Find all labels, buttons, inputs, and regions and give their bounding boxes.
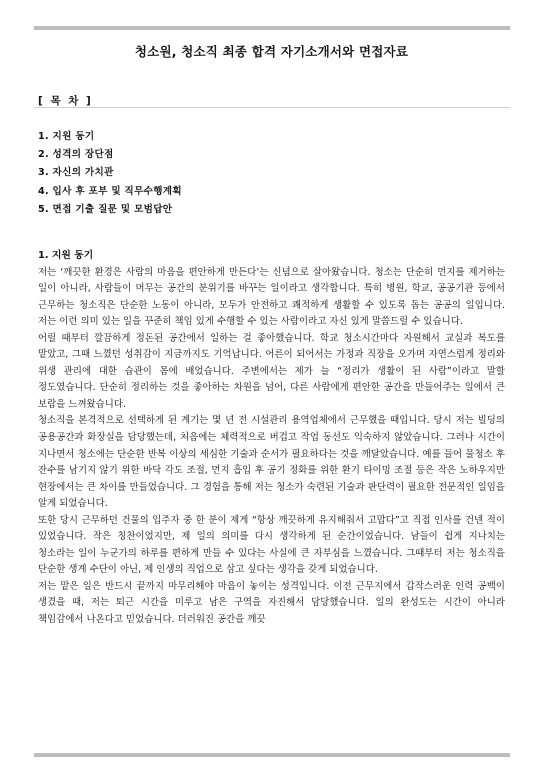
table-of-contents xyxy=(38,128,182,219)
toc-item: 3. 자신의 가치관 xyxy=(38,167,114,179)
document-title: 청소원, 청소직 최종 합격 자기소개서와 면접자료 xyxy=(134,44,409,59)
paragraph: 청소직을 본격적으로 선택하게 된 계기는 몇 년 전 시설관리 용역업체에서 근무했을 때입니다. 당시 저는 빌딩의 공용공간과 화장실을 담당했는데, 처음에는 체력적으로 버겁고 작업 동선도 익숙하지 않았습니다. 그러나 시간이 지나면서 청소에는 단순한 반복 이상의 세심한 기술과 순서가 필요하다는 것을 깨달았습니다. 예를 들어 물청소 후 잔수를 남기지 않기 위한 바닥 각도 조절, 먼지 흡입 후 공기 정화를 위한 환기 타이밍 조절 등은 작은 노하우지만 현장에서는 큰 차이를 만들었습니다. 그 경험을 통해 저는 청소가 숙련된 기술과 판단력이 필요한 전문적인 일임을 알게 되었습니다. xyxy=(38,415,505,510)
section-motivation xyxy=(38,247,505,629)
toc-item: 4. 입사 후 포부 및 직무수행계획 xyxy=(38,185,182,197)
toc-item: 1. 지원 동기 xyxy=(38,131,95,142)
toc-divider xyxy=(34,107,510,108)
toc-item: 5. 면접 기출 질문 및 모범답안 xyxy=(38,203,173,215)
paragraph: 저는 ‘깨끗한 환경은 사람의 마음을 편안하게 만든다’는 신념으로 살아왔습니다. 청소는 단순히 먼지를 제거하는 일이 아니라, 사람들이 머무는 공간의 분위기를 바꾸는 일이라고 생각합니다. 특히 병원, 학교, 공공기관 등에서 근무하는 청소직은 단순한 노동이 아니라, 모두가 안전하고 쾌적하게 생활할 수 있도록 돕는 공공의 일입니다. 저는 이런 의미 있는 일을 꾸준히 책임 있게 수행할 수 있는 사람이라고 자신 있게 말씀드릴 수 있습니다. xyxy=(38,266,505,328)
toc-heading: [ 목 차 ] xyxy=(38,95,93,107)
bottom-rule xyxy=(34,753,510,757)
section-heading: 1. 지원 동기 xyxy=(38,250,94,261)
top-rule xyxy=(34,26,510,30)
paragraph: 저는 맡은 일은 반드시 끝까지 마무리해야 마음이 놓이는 성격입니다. 이전 근무지에서 갑작스러운 인력 공백이 생겼을 때, 저는 퇴근 시간을 미루고 남은 구역을 자진해서 담당했습니다. 일의 완성도는 시간이 아니라 책임감에서 나온다고 믿었습니다. 더러워진 공간을 깨끗 xyxy=(38,580,505,625)
toc-item: 2. 성격의 장단점 xyxy=(38,149,114,161)
paragraph: 또한 당시 근무하던 건물의 입주자 중 한 분이 제게 “항상 깨끗하게 유지해줘서 고맙다”고 직접 인사를 건넨 적이 있었습니다. 작은 칭찬이었지만, 제 일의 의미를 다시 생각하게 된 순간이었습니다. 남들이 쉽게 지나치는 청소라는 일이 누군가의 하루를 편하게 만들 수 있다는 사실에 큰 자부심을 느꼈습니다. 그때부터 저는 청소직을 단순한 생계 수단이 아닌, 제 인생의 직업으로 삼고 싶다는 생각을 갖게 되었습니다. xyxy=(38,514,505,576)
paragraph: 어릴 때부터 깔끔하게 정돈된 공간에서 일하는 걸 좋아했습니다. 학교 청소시간마다 자원해서 교실과 복도를 맡았고, 그때 느꼈던 성취감이 지금까지도 기억납니다. 어른이 되어서는 가정과 직장을 오가며 자연스럽게 정리와 위생 관리에 대한 습관이 몸에 배었습니다. 주변에서는 제가 늘 “정리가 생활이 된 사람”이라고 말할 정도였습니다. 단순히 정리하는 것을 좋아하는 차원을 넘어, 다른 사람에게 편안한 공간을 만들어주는 일에서 큰 보람을 느껴왔습니다. xyxy=(38,332,505,410)
